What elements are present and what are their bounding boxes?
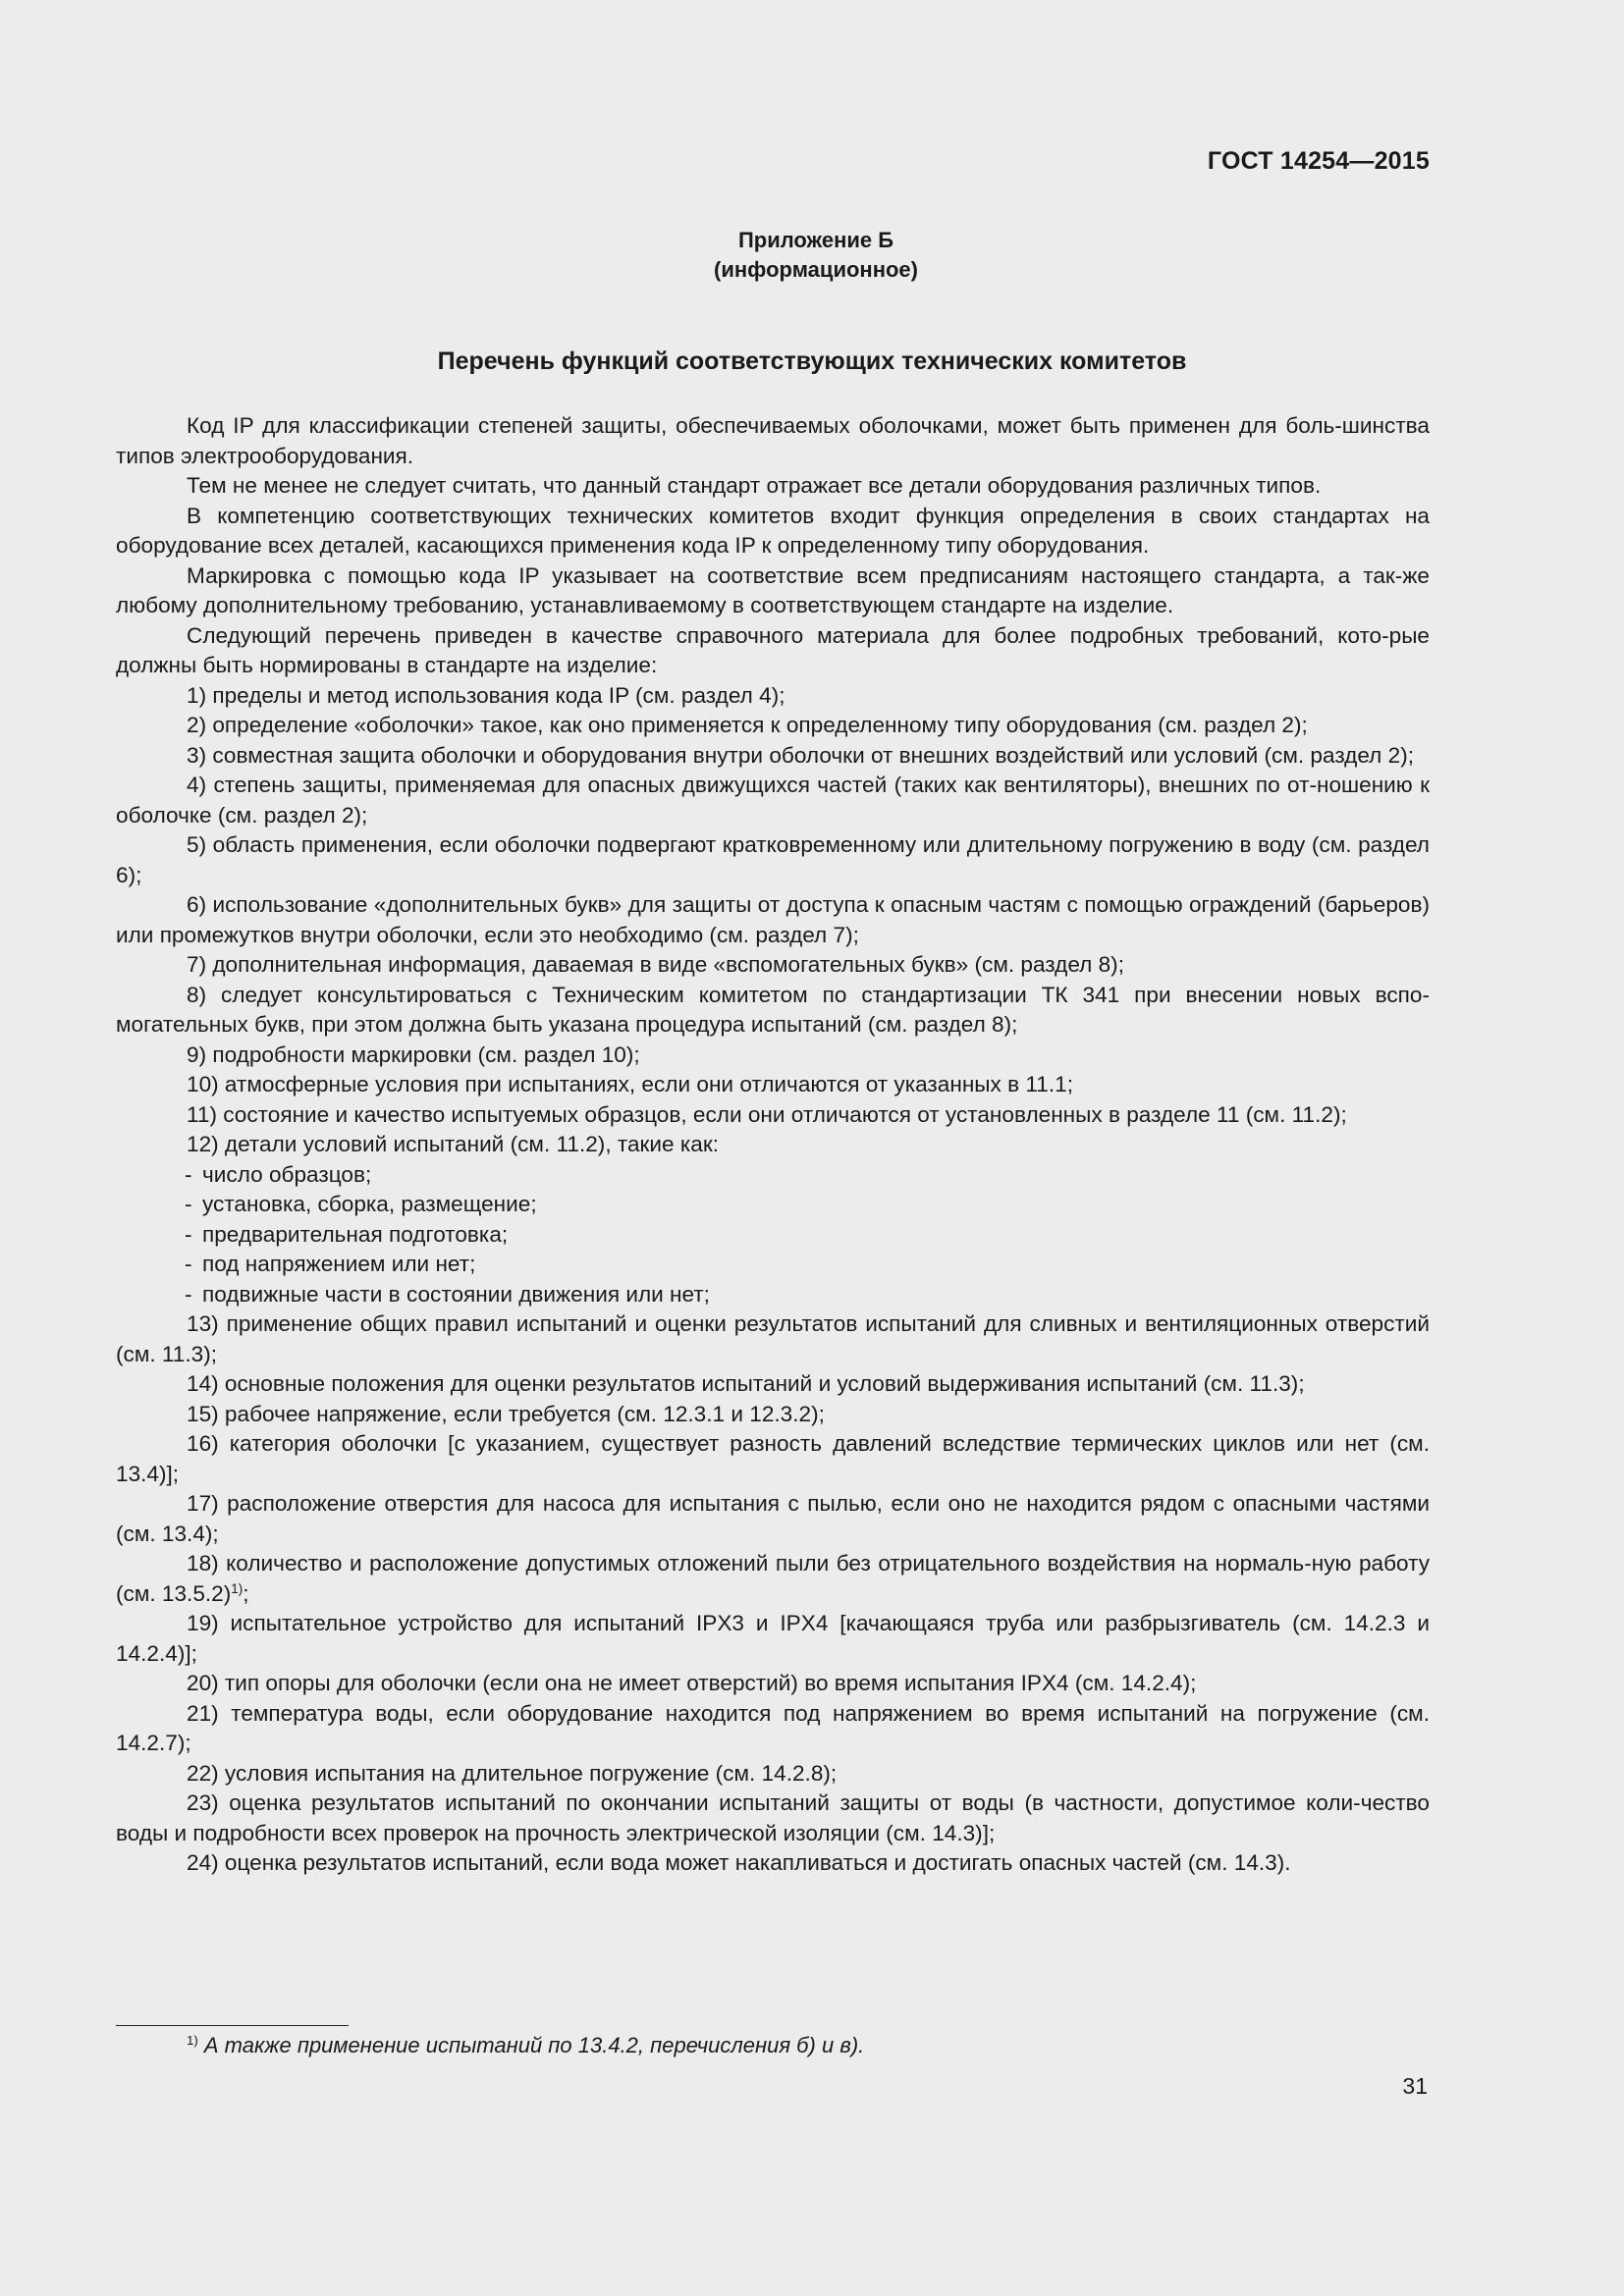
list-item: 3) совместная защита оболочки и оборудования внутри оболочки от внешних воздействий или условий (см. раздел 2); bbox=[187, 742, 1415, 768]
dash-marker: - bbox=[185, 1252, 192, 1276]
list-item: 4) степень защиты, применяемая для опасных движущихся частей (таких как вентиляторы), внешних по от-ношению к оболочке (см. раздел 2); bbox=[116, 773, 1430, 828]
dash-marker: - bbox=[185, 1281, 192, 1307]
list-item: 13) применение общих правил испытаний и оценки результатов испытаний для сливных и вентиляционных отверстий (см. 11.3); bbox=[116, 1311, 1430, 1366]
paragraph: Код IP для классификации степеней защиты, обеспечиваемых оболочками, может быть применен для боль-шинства типов электрооборудования. bbox=[116, 413, 1430, 468]
dash-item-text: под напряжением или нет; bbox=[202, 1252, 476, 1276]
list-item-tail: ; bbox=[243, 1580, 249, 1606]
list-item: 23) оценка результатов испытаний по окончании испытаний защиты от воды (в частности, допустимое коли-чество воды и подробности всех проверок на прочность электрической изоляции (см. 14.3)]; bbox=[116, 1790, 1430, 1845]
list-item: 7) дополнительная информация, даваемая в виде «вспомогательных букв» (см. раздел 8); bbox=[187, 952, 1124, 977]
list-item: 15) рабочее напряжение, если требуется (см. 12.3.1 и 12.3.2); bbox=[187, 1401, 825, 1426]
footnote bbox=[187, 2033, 864, 2058]
dash-item-text: предварительная подготовка; bbox=[202, 1221, 509, 1247]
list-item-text: 18) количество и расположение допустимых отложений пыли без отрицательного воздействия на нормаль-ную работу (см. 13.5.2) bbox=[116, 1551, 1430, 1606]
page-number: 31 bbox=[1402, 2073, 1428, 2099]
list-item: 9) подробности маркировки (см. раздел 10); bbox=[187, 1041, 640, 1067]
dash-list-item bbox=[116, 1160, 1430, 1191]
paragraph: В компетенцию соответствующих технических комитетов входит функция определения в своих стандартах на оборудование всех деталей, касающихся применения кода IP к определенному типу оборудования. bbox=[116, 503, 1430, 558]
list-item: 10) атмосферные условия при испытаниях, если они отличаются от указанных в 11.1; bbox=[187, 1072, 1073, 1096]
annex-subtitle: (информационное) bbox=[714, 257, 918, 282]
paragraph: Следующий перечень приведен в качестве справочного материала для более подробных требований, кото-рые должны быть нормированы в стандарте на изделие: bbox=[116, 622, 1430, 677]
list-item: 11) состояние и качество испытуемых образцов, если они отличаются от установленных в разделе 11 (см. 11.2); bbox=[187, 1101, 1347, 1127]
list-item: 8) следует консультироваться с Техническим комитетом по стандартизации ТК 341 при внесении новых вспо-могательных букв, при этом должна быть указана процедура испытаний (см. раздел 8); bbox=[116, 982, 1430, 1037]
footnote-text: А также применение испытаний по 13.4.2, перечисления б) и в). bbox=[203, 2033, 865, 2057]
list-item: 21) температура воды, если оборудование находится под напряжением во время испытаний на погружение (см. 14.2.7); bbox=[116, 1700, 1430, 1755]
list-item: 1) пределы и метод использования кода IP (см. раздел 4); bbox=[187, 682, 785, 708]
list-item: 16) категория оболочки [с указанием, существует разность давлений вследствие термических циклов или нет (см. 13.4)]; bbox=[116, 1431, 1430, 1486]
footnote-marker: 1) bbox=[187, 2033, 198, 2049]
dash-item-text: подвижные части в состоянии движения или нет; bbox=[202, 1281, 710, 1307]
section-title: Перечень функций соответствующих технических комитетов bbox=[437, 347, 1187, 375]
list-item: 2) определение «оболочки» такое, как оно применяется к определенному типу оборудования (см. раздел 2); bbox=[187, 713, 1308, 737]
footnote-divider bbox=[116, 2025, 349, 2026]
annex-heading bbox=[0, 226, 1624, 285]
document-id: ГОСТ 14254—2015 bbox=[1207, 147, 1430, 175]
dash-marker: - bbox=[185, 1221, 192, 1247]
paragraph: Маркировка с помощью кода IP указывает на соответствие всем предписаниям настоящего стандарта, а так-же любому дополнительному требованию, устанавливаемому в соответствующем стандарте на изделие. bbox=[116, 562, 1430, 617]
list-item-with-footnote bbox=[116, 1549, 1430, 1609]
dash-list-item bbox=[116, 1280, 1430, 1310]
list-item: 17) расположение отверстия для насоса для испытания с пылью, если оно не находится рядом с опасными частями (см. 13.4); bbox=[116, 1491, 1430, 1546]
list-item: 6) использование «дополнительных букв» для защиты от доступа к опасным частям с помощью ограждений (барьеров) или промежутков внутри оболочки, если это необходимо (см. раздел 7); bbox=[116, 892, 1430, 947]
paragraph: Тем не менее не следует считать, что данный стандарт отражает все детали оборудования различных типов. bbox=[187, 473, 1322, 498]
list-item: 22) условия испытания на длительное погружение (см. 14.2.8); bbox=[187, 1760, 838, 1786]
list-item: 24) оценка результатов испытаний, если вода может накапливаться и достигать опасных частей (см. 14.3). bbox=[187, 1850, 1291, 1875]
dash-marker: - bbox=[185, 1161, 192, 1187]
dash-item-text: число образцов; bbox=[202, 1161, 372, 1187]
dash-marker: - bbox=[185, 1192, 192, 1216]
list-item: 19) испытательное устройство для испытаний IPX3 и IPX4 [качающаяся труба или разбрызгиватель (см. 14.2.3 и 14.2.4)]; bbox=[116, 1611, 1430, 1666]
dash-list-item bbox=[116, 1190, 1430, 1220]
list-item: 14) основные положения для оценки результатов испытаний и условий выдерживания испытаний (см. 11.3); bbox=[187, 1371, 1305, 1396]
body-text bbox=[116, 411, 1430, 1879]
list-item: 20) тип опоры для оболочки (если она не имеет отверстий) во время испытания IPX4 (см. 14.2.4); bbox=[187, 1671, 1197, 1695]
annex-title: Приложение Б bbox=[737, 228, 894, 252]
list-item: 5) область применения, если оболочки подвергают кратковременному или длительному погружению в воду (см. раздел 6); bbox=[116, 832, 1430, 887]
footnote-ref[interactable]: 1) bbox=[231, 1580, 244, 1596]
dash-item-text: установка, сборка, размещение; bbox=[202, 1192, 537, 1216]
dash-list-item bbox=[116, 1220, 1430, 1251]
list-item: 12) детали условий испытаний (см. 11.2), такие как: bbox=[187, 1132, 719, 1156]
dash-list-item bbox=[116, 1250, 1430, 1280]
